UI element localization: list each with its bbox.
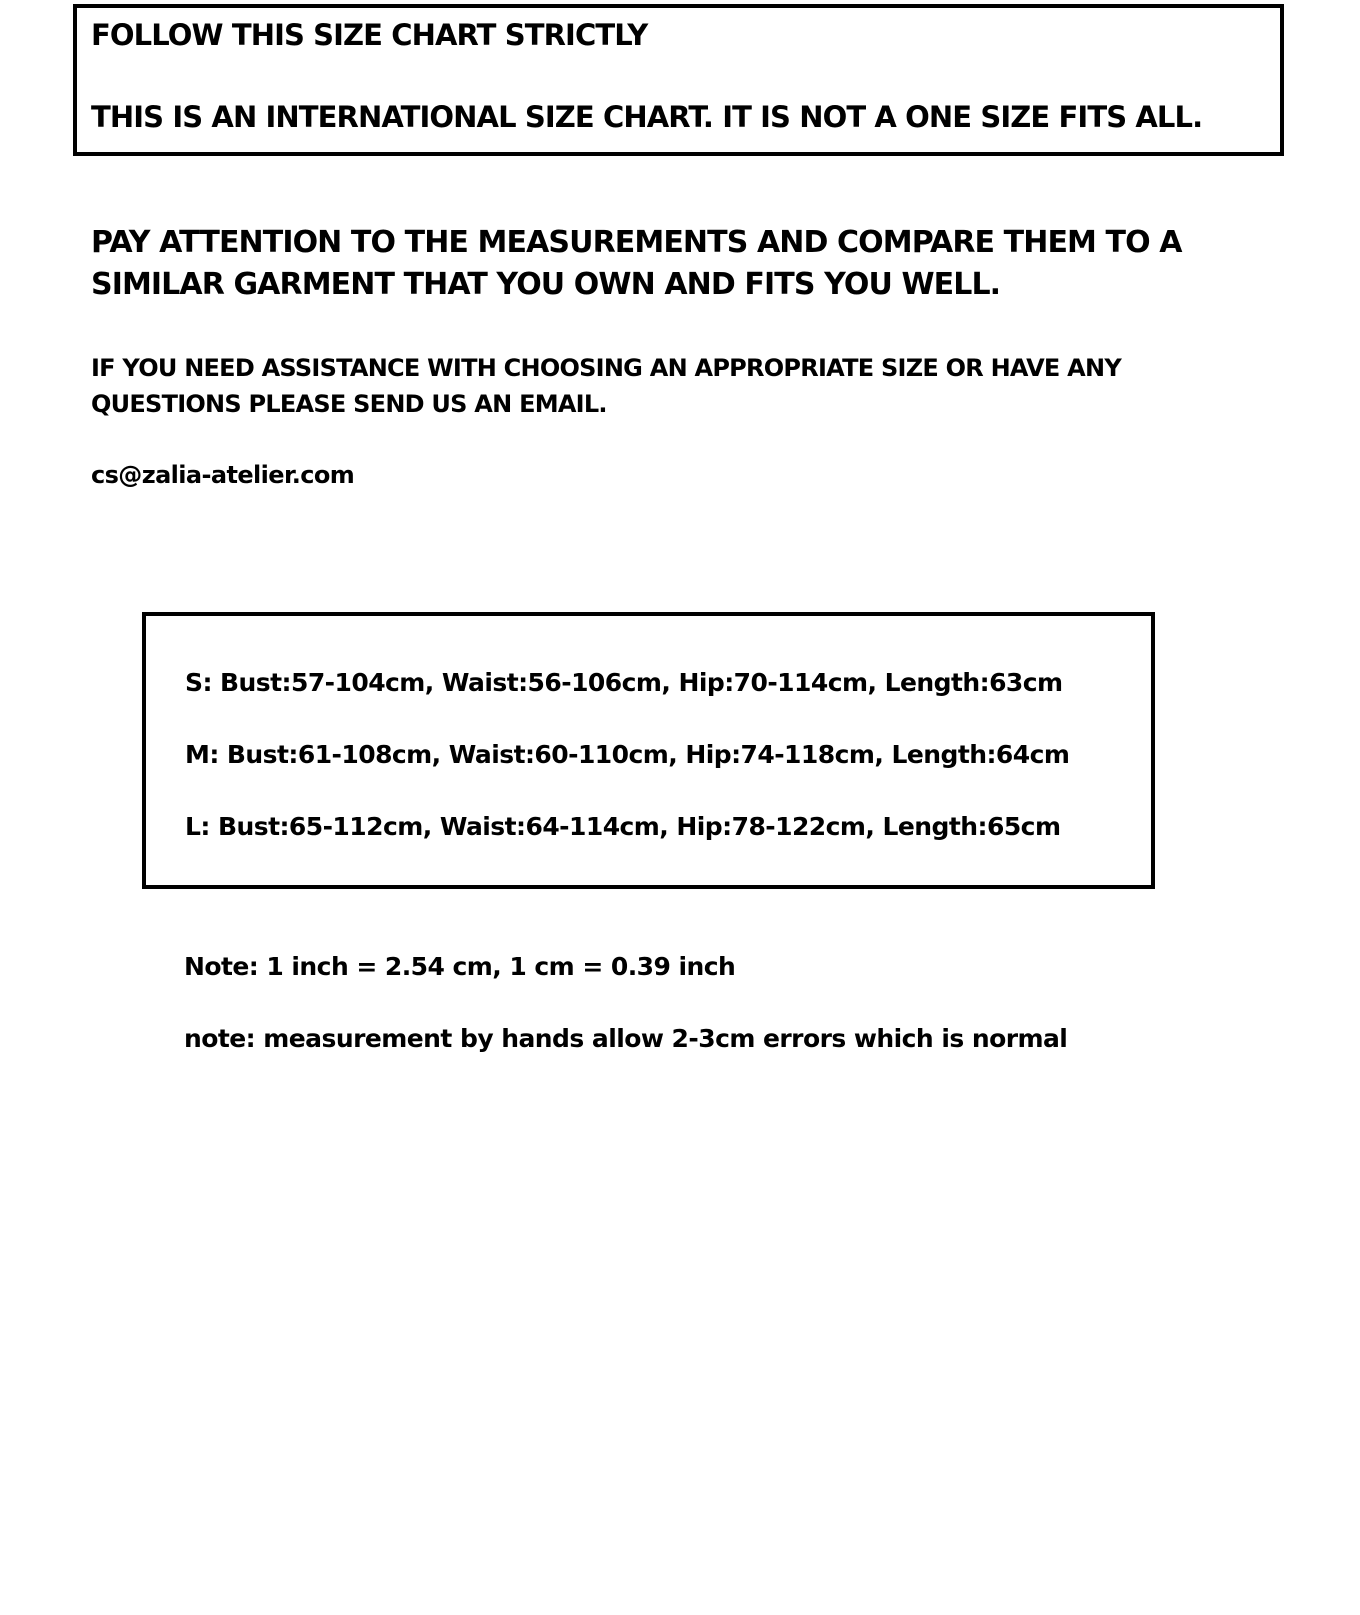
notice-heading: FOLLOW THIS SIZE CHART STRICTLY [91, 18, 648, 52]
attention-paragraph [91, 222, 1291, 306]
attention-line-1: PAY ATTENTION TO THE MEASUREMENTS AND COMPARE THEM TO A [91, 225, 1182, 260]
notice-box [73, 4, 1284, 156]
notice-international: THIS IS AN INTERNATIONAL SIZE CHART. IT IS NOT A ONE SIZE FITS ALL. [91, 100, 1203, 134]
attention-line-2: SIMILAR GARMENT THAT YOU OWN AND FITS YOU WELL. [91, 267, 1001, 302]
size-chart-box [142, 612, 1155, 889]
contact-email: cs@zalia-atelier.com [91, 461, 355, 489]
size-row-m: M: Bust:61-108cm, Waist:60-110cm, Hip:74-118cm, Length:64cm [185, 740, 1070, 769]
assistance-line-2: QUESTIONS PLEASE SEND US AN EMAIL. [91, 390, 607, 418]
size-row-s: S: Bust:57-104cm, Waist:56-106cm, Hip:70-114cm, Length:63cm [185, 668, 1063, 697]
assistance-line-1: IF YOU NEED ASSISTANCE WITH CHOOSING AN APPROPRIATE SIZE OR HAVE ANY [91, 354, 1121, 382]
tolerance-note: note: measurement by hands allow 2-3cm errors which is normal [184, 1024, 1068, 1053]
size-row-l: L: Bust:65-112cm, Waist:64-114cm, Hip:78-122cm, Length:65cm [185, 812, 1061, 841]
assistance-paragraph [91, 350, 1121, 422]
conversion-note: Note: 1 inch = 2.54 cm, 1 cm = 0.39 inch [184, 952, 736, 981]
